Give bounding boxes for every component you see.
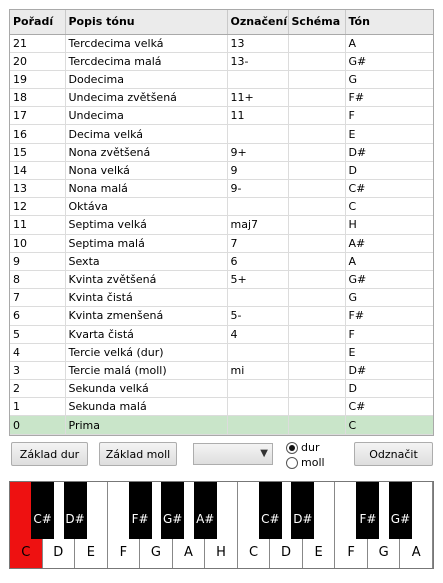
cell-schema — [288, 343, 345, 361]
cell-popis: Sexta — [65, 252, 227, 270]
cell-popis: Kvinta čistá — [65, 289, 227, 307]
table-row[interactable] — [10, 343, 433, 361]
controls-bar — [0, 441, 443, 471]
cell-poradi: 3 — [10, 361, 65, 379]
cell-ton: D# — [345, 361, 433, 379]
cell-oznaceni — [227, 416, 288, 434]
cell-oznaceni — [227, 289, 288, 307]
cell-schema — [288, 34, 345, 52]
cell-poradi: 12 — [10, 198, 65, 216]
piano-key-label: F# — [359, 512, 377, 526]
cell-poradi: 11 — [10, 216, 65, 234]
cell-oznaceni — [227, 343, 288, 361]
cell-oznaceni — [227, 380, 288, 398]
cell-schema — [288, 252, 345, 270]
table-header-row — [10, 10, 433, 34]
table-row[interactable] — [10, 143, 433, 161]
piano-black-key[interactable] — [161, 482, 184, 539]
piano-key-label: C# — [33, 512, 52, 526]
column-header-ton[interactable]: Tón — [345, 10, 433, 34]
cell-ton: G — [345, 289, 433, 307]
cell-poradi: 16 — [10, 125, 65, 143]
cell-poradi: 18 — [10, 89, 65, 107]
cell-poradi: 4 — [10, 343, 65, 361]
cell-popis: Kvinta zmenšená — [65, 307, 227, 325]
cell-poradi: 0 — [10, 416, 65, 434]
piano-black-key[interactable] — [356, 482, 379, 539]
cell-schema — [288, 270, 345, 288]
table-row[interactable] — [10, 180, 433, 198]
piano-key-label: D — [281, 545, 292, 560]
piano-key-label: F — [119, 545, 128, 560]
cell-schema — [288, 107, 345, 125]
cell-ton: F — [345, 107, 433, 125]
cell-poradi: 6 — [10, 307, 65, 325]
cell-oznaceni — [227, 70, 288, 88]
table-row[interactable] — [10, 398, 433, 416]
table-row[interactable] — [10, 270, 433, 288]
piano-keyboard — [9, 481, 434, 569]
table-row[interactable] — [10, 234, 433, 252]
cell-poradi: 8 — [10, 270, 65, 288]
cell-oznaceni: 5- — [227, 307, 288, 325]
cell-schema — [288, 70, 345, 88]
piano-black-key[interactable] — [389, 482, 412, 539]
cell-ton: C — [345, 198, 433, 216]
cell-schema — [288, 234, 345, 252]
piano-key-label: G — [378, 545, 389, 560]
cell-ton: A# — [345, 234, 433, 252]
piano-key-label: E — [86, 545, 95, 560]
cell-popis: Nona zvětšená — [65, 143, 227, 161]
cell-oznaceni: 9 — [227, 161, 288, 179]
piano-black-key[interactable] — [194, 482, 217, 539]
table-row[interactable] — [10, 107, 433, 125]
cell-popis: Kvinta zvětšená — [65, 270, 227, 288]
cell-schema — [288, 416, 345, 434]
cell-poradi: 20 — [10, 52, 65, 70]
piano-key-label: H — [216, 545, 226, 560]
piano-key-label: D# — [65, 512, 85, 526]
piano-black-key[interactable] — [64, 482, 87, 539]
cell-schema — [288, 289, 345, 307]
cell-oznaceni: 6 — [227, 252, 288, 270]
cell-poradi: 10 — [10, 234, 65, 252]
column-header-poradi[interactable]: Pořadí — [10, 10, 65, 34]
cell-ton: D# — [345, 143, 433, 161]
cell-oznaceni — [227, 125, 288, 143]
cell-ton: E — [345, 125, 433, 143]
piano-key-label: C — [248, 545, 259, 560]
table-row[interactable] — [10, 34, 433, 52]
column-header-oznaceni[interactable]: Označení — [227, 10, 288, 34]
piano-black-key[interactable] — [31, 482, 54, 539]
piano-key-label: A# — [196, 512, 215, 526]
cell-ton: F — [345, 325, 433, 343]
cell-schema — [288, 398, 345, 416]
radio-moll-label: moll — [301, 456, 325, 469]
radio-dur-label: dur — [301, 441, 320, 454]
cell-ton: A — [345, 252, 433, 270]
cell-poradi: 5 — [10, 325, 65, 343]
table-row[interactable] — [10, 325, 433, 343]
piano-key-label: D# — [293, 512, 313, 526]
chevron-down-icon: ▼ — [260, 448, 268, 459]
column-header-popis[interactable]: Popis tónu — [65, 10, 227, 34]
piano-key-label: A — [184, 545, 193, 560]
piano-key-label: C — [21, 545, 31, 560]
piano-key-label: G# — [163, 512, 183, 526]
table-row[interactable] — [10, 216, 433, 234]
cell-popis: Dodecima — [65, 70, 227, 88]
piano-key-label: G# — [390, 512, 411, 526]
piano-black-key[interactable] — [259, 482, 282, 539]
cell-ton: C — [345, 416, 433, 434]
radio-dur-indicator[interactable] — [286, 442, 298, 454]
cell-schema — [288, 307, 345, 325]
cell-ton: D — [345, 161, 433, 179]
cell-oznaceni: 7 — [227, 234, 288, 252]
cell-ton: E — [345, 343, 433, 361]
cell-ton: C# — [345, 180, 433, 198]
cell-poradi: 17 — [10, 107, 65, 125]
table-row[interactable] — [10, 161, 433, 179]
table-row[interactable] — [10, 252, 433, 270]
cell-popis: Undecima — [65, 107, 227, 125]
table-row[interactable] — [10, 307, 433, 325]
radio-dur[interactable] — [286, 441, 319, 454]
cell-ton: G — [345, 70, 433, 88]
cell-oznaceni — [227, 198, 288, 216]
table-row[interactable] — [10, 52, 433, 70]
cell-schema — [288, 52, 345, 70]
cell-poradi: 14 — [10, 161, 65, 179]
cell-poradi: 13 — [10, 180, 65, 198]
cell-schema — [288, 89, 345, 107]
radio-moll-indicator[interactable] — [286, 457, 298, 469]
cell-popis: Nona velká — [65, 161, 227, 179]
table-row[interactable] — [10, 416, 433, 434]
cell-popis: Oktáva — [65, 198, 227, 216]
cell-popis: Tercie malá (moll) — [65, 361, 227, 379]
table-row[interactable] — [10, 125, 433, 143]
cell-schema — [288, 143, 345, 161]
cell-popis: Nona malá — [65, 180, 227, 198]
table-row[interactable] — [10, 70, 433, 88]
cell-popis: Sekunda velká — [65, 380, 227, 398]
cell-oznaceni — [227, 398, 288, 416]
odznacit-button[interactable]: Odznačit — [354, 442, 433, 466]
cell-poradi: 19 — [10, 70, 65, 88]
table-row[interactable] — [10, 198, 433, 216]
cell-poradi: 21 — [10, 34, 65, 52]
root-select[interactable] — [193, 443, 273, 465]
cell-ton: G# — [345, 52, 433, 70]
cell-oznaceni: mi — [227, 361, 288, 379]
cell-ton: F# — [345, 307, 433, 325]
table-row[interactable] — [10, 361, 433, 379]
cell-popis: Sekunda malá — [65, 398, 227, 416]
cell-popis: Septima velká — [65, 216, 227, 234]
piano-key-label: G — [150, 545, 161, 560]
piano-black-key[interactable] — [129, 482, 152, 539]
piano-key-label: C# — [261, 512, 280, 526]
cell-oznaceni: 13 — [227, 34, 288, 52]
piano-key-label: D — [53, 545, 64, 560]
cell-schema — [288, 361, 345, 379]
cell-ton: A — [345, 34, 433, 52]
cell-ton: C# — [345, 398, 433, 416]
cell-oznaceni: 5+ — [227, 270, 288, 288]
piano-key-label: F# — [131, 512, 149, 526]
cell-schema — [288, 180, 345, 198]
cell-schema — [288, 380, 345, 398]
piano-key-label: E — [314, 545, 323, 560]
cell-schema — [288, 125, 345, 143]
table-row[interactable] — [10, 89, 433, 107]
cell-oznaceni: 13- — [227, 52, 288, 70]
cell-ton: G# — [345, 270, 433, 288]
cell-oznaceni: maj7 — [227, 216, 288, 234]
cell-poradi: 1 — [10, 398, 65, 416]
cell-popis: Tercdecima velká — [65, 34, 227, 52]
piano-black-key[interactable] — [291, 482, 314, 539]
zaklad-moll-button[interactable]: Základ moll — [99, 442, 177, 466]
cell-ton: D — [345, 380, 433, 398]
intervals-table — [9, 9, 434, 436]
cell-popis: Septima malá — [65, 234, 227, 252]
table-row[interactable] — [10, 380, 433, 398]
cell-popis: Prima — [65, 416, 227, 434]
cell-popis: Decima velká — [65, 125, 227, 143]
cell-oznaceni: 9+ — [227, 143, 288, 161]
cell-oznaceni: 4 — [227, 325, 288, 343]
cell-schema — [288, 198, 345, 216]
column-header-schema[interactable]: Schéma — [288, 10, 345, 34]
cell-poradi: 2 — [10, 380, 65, 398]
cell-schema — [288, 216, 345, 234]
cell-schema — [288, 325, 345, 343]
cell-popis: Kvarta čistá — [65, 325, 227, 343]
table-row[interactable] — [10, 289, 433, 307]
cell-poradi: 7 — [10, 289, 65, 307]
zaklad-dur-button[interactable]: Základ dur — [11, 442, 88, 466]
cell-poradi: 9 — [10, 252, 65, 270]
radio-moll[interactable] — [286, 456, 325, 469]
cell-oznaceni: 9- — [227, 180, 288, 198]
cell-oznaceni: 11+ — [227, 89, 288, 107]
piano-key-label: F — [347, 545, 355, 560]
piano-key-label: A — [411, 545, 421, 560]
cell-popis: Tercie velká (dur) — [65, 343, 227, 361]
cell-popis: Tercdecima malá — [65, 52, 227, 70]
cell-ton: H — [345, 216, 433, 234]
cell-poradi: 15 — [10, 143, 65, 161]
cell-ton: F# — [345, 89, 433, 107]
cell-popis: Undecima zvětšená — [65, 89, 227, 107]
cell-oznaceni: 11 — [227, 107, 288, 125]
cell-schema — [288, 161, 345, 179]
